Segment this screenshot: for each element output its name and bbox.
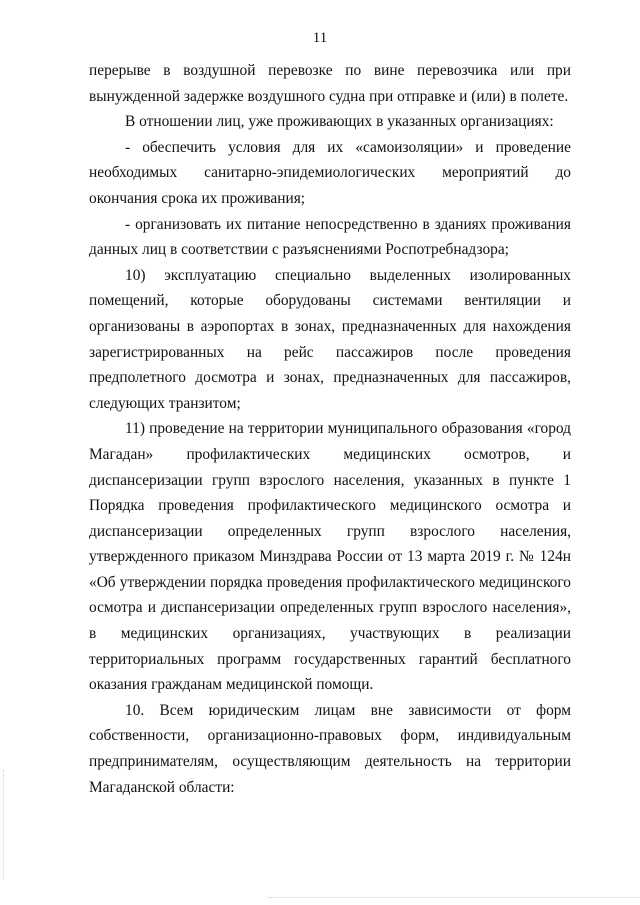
page-number: 11 [312,30,328,46]
paragraph-meals: - организовать их питание непосредственно в зданиях проживания данных лиц в соответствии с разъяснениями Роспотребнадзора; [89,215,571,259]
paragraph-item-11: 11) проведение на территории муниципального образования «город Магадан» профилактических медицинских осмотров, и диспансеризации групп взрослого населения, указанных в пункте 1 Порядка проведения профилактического медицинского осмотра и диспансеризации определенных групп взрослого населения, утвержденного приказом Минздрава России от 13 марта 2019 г. № 124н «Об утверждении порядка проведения профилактического медицинского осмотра и диспансеризации определенных групп взрослого населения», в медицинских организациях, участвующих в реализации территориальных программ государственных гарантий бесплатного оказания гражданам медицинской помощи. [89,420,571,694]
paragraph-continuation: перерыве в воздушной перевозке по вине перевозчика или при вынужденной задержке воздушного судна при отправке и (или) в полете. [89,62,571,105]
document-body [89,58,571,800]
footer-dotted-rule [268,897,640,898]
scan-edge-marks [3,770,4,880]
paragraph-item-10: 10) эксплуатацию специально выделенных изолированных помещений, которые оборудованы системами вентиляции и организованы в аэропортах в зонах, предназначенных для нахождения зарегистрированных на рейс пассажиров после проведения предполетного досмотра и зонах, предназначенных для пассажиров, следующих транзитом; [89,266,571,412]
paragraph-self-isolation: - обеспечить условия для их «самоизоляции» и проведение необходимых санитарно-эпидемиологических мероприятий до окончания срока их проживания; [89,138,571,207]
paragraph-residents-intro: В отношении лиц, уже проживающих в указанных организациях: [125,113,554,131]
paragraph-section-10: 10. Всем юридическим лицам вне зависимости от форм собственности, организационно-правовых форм, индивидуальным предпринимателям, осуществляющим деятельность на территории Магаданской области: [89,701,571,796]
